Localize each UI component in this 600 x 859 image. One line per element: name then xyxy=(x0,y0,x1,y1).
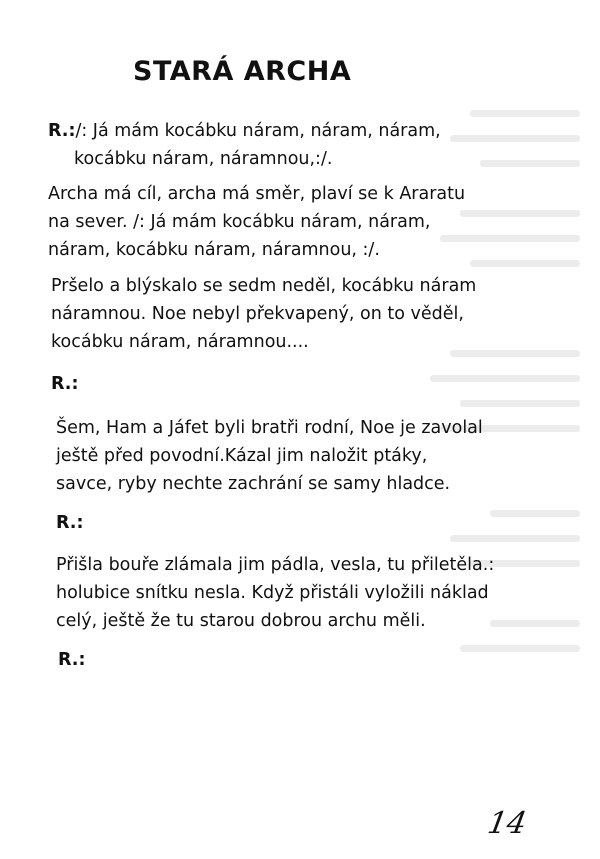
verse-1-line-3: náram, kocábku náram, náramnou, :/. xyxy=(48,240,380,260)
verse-2 xyxy=(51,272,476,356)
chorus-line-2: kocábku náram, náramnou,:/. xyxy=(74,149,333,169)
verse-4 xyxy=(56,551,494,635)
verse-4-line-3: celý, ještě že tu starou dobrou archu měli. xyxy=(56,611,426,631)
verse-1 xyxy=(48,180,465,264)
verse-4-line-1: Přišla bouře zlámala jim pádla, vesla, tu přiletěla.: xyxy=(56,555,495,575)
verse-2-line-3: kocábku náram, náramnou.... xyxy=(51,332,309,352)
chorus-text-1: /: Já mám kocábku náram, náram, náram, xyxy=(75,121,441,141)
chorus-marker-3: R.: xyxy=(58,650,86,670)
verse-3 xyxy=(56,414,483,498)
chorus-line-1 xyxy=(48,117,441,145)
chorus-block xyxy=(48,117,441,173)
verse-2-line-2: náramnou. Noe nebyl překvapený, on to věděl, xyxy=(51,304,464,324)
chorus-label: R.: xyxy=(48,121,76,141)
chorus-marker-2: R.: xyxy=(56,513,84,533)
verse-4-line-2: holubice snítku nesla. Když přistáli vyložili náklad xyxy=(56,583,489,603)
verse-3-line-1: Šem, Ham a Jáfet byli bratři rodní, Noe je zavolal xyxy=(56,418,483,438)
verse-2-line-1: Pršelo a blýskalo se sedm neděl, kocábku náram xyxy=(51,276,477,296)
chorus-marker-1: R.: xyxy=(51,374,79,394)
page-number: 14 xyxy=(484,806,530,841)
verse-1-line-2: na sever. /: Já mám kocábku náram, náram, xyxy=(48,212,431,232)
song-title: STARÁ ARCHA xyxy=(133,56,352,87)
verse-3-line-3: savce, ryby nechte zachrání se samy hladce. xyxy=(56,474,451,494)
verse-1-line-1: Archa má cíl, archa má směr, plaví se k Araratu xyxy=(48,184,466,204)
verse-3-line-2: ještě před povodní.Kázal jim naložit ptáky, xyxy=(56,446,428,466)
